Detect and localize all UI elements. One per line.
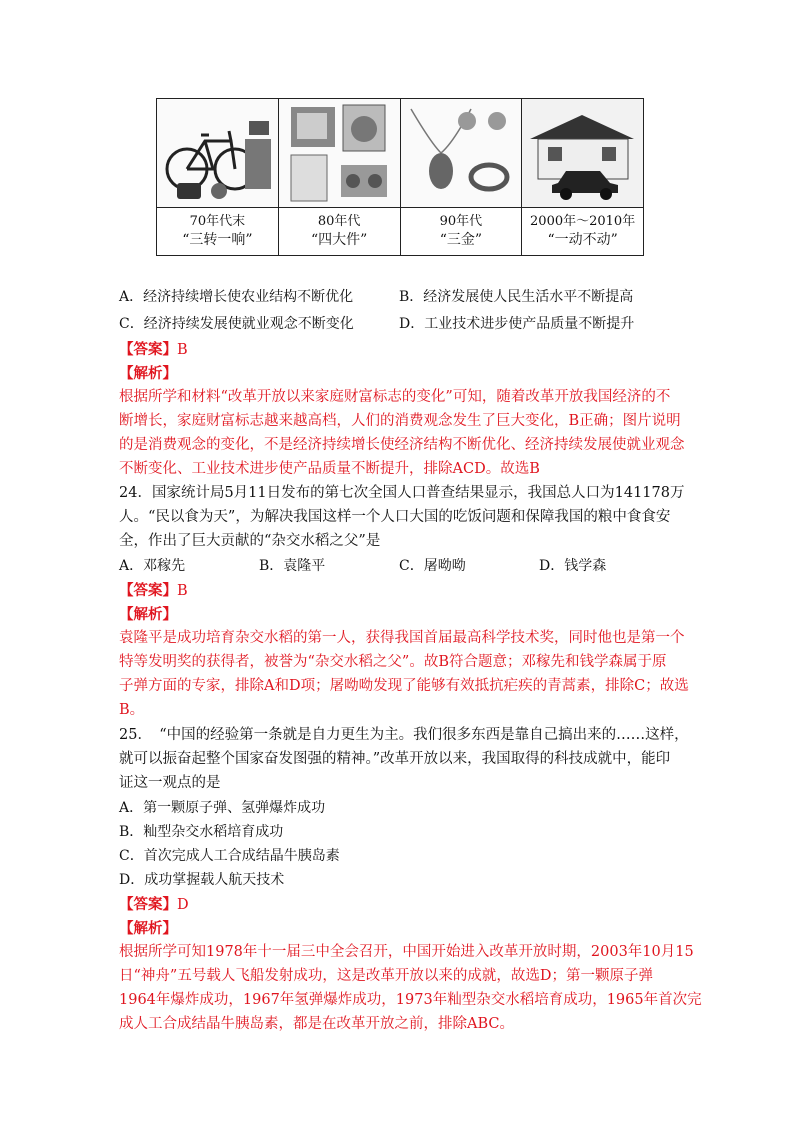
q24-stem-line: 全，作出了巨大贡献的“杂交水稻之父”是	[119, 533, 381, 549]
picture-cell-1980s	[279, 99, 401, 255]
q23-option-d: D．工业技术进步使产品质量不断提升	[399, 316, 635, 332]
q24-analysis-line: 子弹方面的专家，排除A和D项；屠呦呦发现了能够有效抵抗疟疾的青蒿素，排除C；故选	[119, 678, 689, 694]
q24-analysis-line: B。	[119, 702, 145, 718]
q23-analysis-line: 断增长，家庭财富标志越来越高档，人们的消费观念发生了巨大变化，B正确；图片说明	[119, 413, 681, 429]
q24-analysis-line: 袁隆平是成功培育杂交水稻的第一人，获得我国首届最高科学技术奖，同时他也是第一个	[119, 630, 685, 646]
picture-name-label: “三转一响”	[182, 232, 253, 248]
q23-option-c: C．经济持续发展使就业观念不断变化	[119, 316, 354, 332]
q25-analysis-line: 1964年爆炸成功，1967年氢弹爆炸成功，1973年籼型杂交水稻培育成功，1965年首次完	[119, 992, 702, 1008]
q24-option-a: A．邓稼先	[119, 558, 186, 574]
q24-analysis-line: 特等发明奖的获得者，被誉为“杂交水稻之父”。故B符合题意；邓稼先和钱学森属于原	[119, 654, 667, 670]
q23-option-a: A．经济持续增长使农业结构不断优化	[119, 289, 354, 305]
q23-analysis-line: 根据所学和材料“改革开放以来家庭财富标志的变化”可知，随着改革开放我国经济的不	[119, 389, 671, 405]
picture-era-label: 2000年～2010年	[530, 214, 636, 229]
car-house-icon	[522, 99, 643, 208]
q25-stem-line: 证这一观点的是	[119, 775, 221, 791]
q24-option-d: D．钱学森	[539, 558, 607, 574]
q25-analysis-tag: 【解析】	[119, 920, 177, 937]
q24-analysis-tag: 【解析】	[119, 606, 177, 623]
appliances-icon	[279, 99, 400, 208]
picture-name-label: “四大件”	[310, 232, 368, 248]
picture-cell-2000s	[522, 99, 643, 255]
jewelry-icon	[401, 99, 522, 208]
answer-value: D	[177, 897, 189, 913]
q25-answer	[119, 895, 189, 915]
q25-analysis-line: 日“神舟”五号载人飞船发射成功，这是改革开放以来的成就，故选D；第一颗原子弹	[119, 968, 653, 984]
answer-value: B	[177, 583, 188, 599]
q24-stem-line: 人。“民以食为天”，为解决我国这样一个人口大国的吃饭问题和保障我国的粮中食食安	[119, 509, 671, 525]
q23-answer	[119, 340, 188, 360]
q23-analysis-tag: 【解析】	[119, 365, 177, 382]
picture-name-label: “三金”	[439, 232, 483, 248]
q25-analysis-line: 根据所学可知1978年十一届三中全会召开，中国开始进入改革开放时期，2003年10月15	[119, 944, 694, 960]
picture-era-label: 70年代末	[189, 214, 246, 229]
q24-stem-line: 24．国家统计局5月11日发布的第七次全国人口普查结果显示，我国总人口为141178万	[119, 485, 685, 501]
q25-option-d: D．成功掌握载人航天技术	[119, 872, 285, 888]
picture-era-label: 90年代	[439, 214, 483, 229]
answer-value: B	[177, 342, 188, 358]
answer-tag: 【答案】	[119, 341, 177, 358]
q25-stem-line: 25． “中国的经验第一条就是自力更生为主。我们很多东西是靠自己搞出来的……这样，	[119, 727, 689, 743]
q24-option-b: B．袁隆平	[259, 558, 326, 574]
q25-option-a: A．第一颗原子弹、氢弹爆炸成功	[119, 800, 326, 816]
picture-name-label: “一动不动”	[547, 232, 618, 248]
bicycle-icon	[157, 99, 278, 208]
picture-cell-1990s	[401, 99, 523, 255]
q23-option-b: B．经济发展使人民生活水平不断提高	[399, 289, 634, 305]
q25-analysis-line: 成人工合成结晶牛胰岛素，都是在改革开放之前，排除ABC。	[119, 1016, 514, 1032]
answer-tag: 【答案】	[119, 582, 177, 599]
q24-option-c: C．屠呦呦	[399, 558, 466, 574]
q23-analysis-line: 不断变化、工业技术进步使产品质量不断提升，排除ACD。故选B	[119, 461, 540, 477]
q25-option-b: B．籼型杂交水稻培育成功	[119, 824, 284, 840]
q24-answer	[119, 581, 188, 601]
answer-tag: 【答案】	[119, 896, 177, 913]
q23-analysis-line: 的是消费观念的变化，不是经济持续增长使经济结构不断优化、经济持续发展使就业观念	[119, 437, 685, 453]
picture-cell-1970s	[157, 99, 279, 255]
q25-stem-line: 就可以振奋起整个国家奋发图强的精神。”改革开放以来，我国取得的科技成就中，能印	[119, 751, 671, 767]
picture-era-label: 80年代	[317, 214, 361, 229]
wealth-symbols-picture-table	[156, 98, 644, 256]
q25-option-c: C．首次完成人工合成结晶牛胰岛素	[119, 848, 340, 864]
